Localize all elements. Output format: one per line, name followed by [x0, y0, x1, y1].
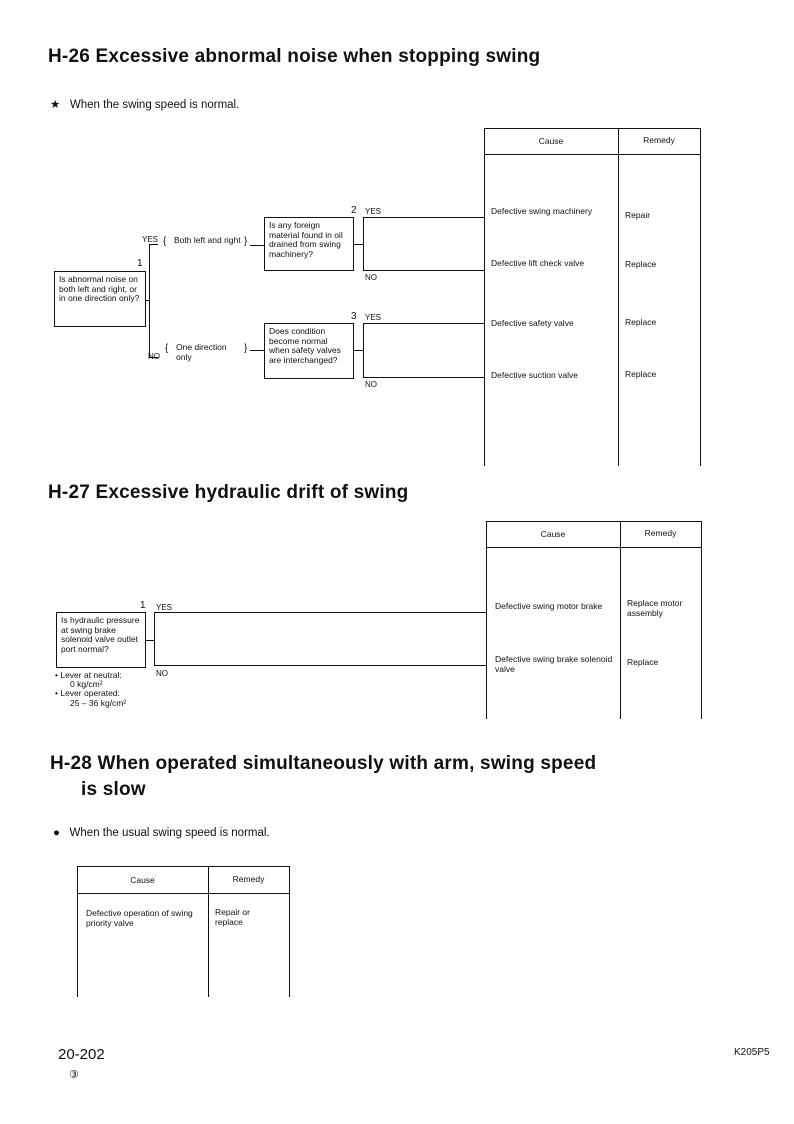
h26-remedy-4: Replace: [625, 369, 657, 379]
h26-remedy-2: Replace: [625, 259, 657, 269]
h26-cause-4: Defective suction valve: [491, 370, 578, 380]
h27-yes-line: [154, 612, 486, 613]
h27-q1-box: Is hydraulic pressure at swing brake solenoid valve outlet port normal?: [56, 612, 146, 668]
h26-q1-box: Is abnormal noise on both left and right, or in one direction only?: [54, 271, 146, 327]
revision-mark: ③: [69, 1069, 79, 1081]
h26-cause-2: Defective lift check valve: [491, 258, 585, 268]
h26-q2-number: 2: [351, 205, 357, 216]
h26-note-text: When the swing speed is normal.: [69, 99, 240, 111]
h27-title: H-27 Excessive hydraulic drift of swing: [48, 482, 409, 503]
document-code: K205P5: [734, 1047, 770, 1058]
h26-branch-one: One direction only: [176, 342, 227, 362]
h26-cause-header: Cause: [538, 136, 564, 146]
h26-q2-yes-line: [363, 217, 484, 218]
h26-q3-yes: YES: [365, 313, 382, 322]
h27-remedy-1: Replace motor assembly: [627, 598, 683, 618]
h26-q1-yes: YES: [142, 235, 159, 244]
h26-q2-box: Is any foreign material found in oil drained from swing machinery?: [264, 217, 354, 271]
h26-q3-no: NO: [365, 380, 377, 389]
page-number: 20-202: [58, 1046, 105, 1063]
h27-no: NO: [156, 669, 168, 678]
h27-remedy-2: Replace: [627, 657, 659, 667]
h28-cause-1: Defective operation of swing priority valve: [86, 908, 193, 928]
h26-q3-number: 3: [351, 311, 357, 322]
h26-q1-branch-line: [149, 244, 150, 358]
h27-no-line: [154, 665, 486, 666]
h27-remedy-header: Remedy: [644, 528, 677, 538]
star-icon: ★: [50, 99, 61, 111]
h27-cause-1: Defective swing motor brake: [495, 601, 603, 611]
h28-remedy-header: Remedy: [232, 874, 265, 884]
h28-remedy-1: Repair or replace: [215, 907, 250, 927]
h26-cause-3: Defective safety valve: [491, 318, 574, 328]
h27-spec-operated-value: 25 – 36 kg/cm²: [70, 698, 127, 708]
h27-cause-2: Defective swing brake solenoid valve: [495, 654, 613, 674]
h26-cause-1: Defective swing machinery: [491, 206, 593, 216]
h28-note: [53, 827, 270, 839]
h27-q1-number: 1: [140, 600, 146, 611]
h27-yes: YES: [156, 603, 173, 612]
h28-title-line1: H-28 When operated simultaneously with arm, swing speed: [50, 753, 597, 774]
h27-spec-operated: • Lever operated:: [55, 688, 120, 698]
h27-spec-neutral-value: 0 kg/cm²: [70, 679, 103, 689]
h26-q1-number: 1: [137, 258, 143, 269]
h26-q2-no-line: [363, 270, 484, 271]
bullet-icon: ●: [53, 827, 60, 839]
h26-q2-no: NO: [365, 273, 377, 282]
h26-title: H-26 Excessive abnormal noise when stopping swing: [48, 46, 541, 67]
h27-cause-header: Cause: [540, 529, 566, 539]
h26-q2-yes: YES: [365, 207, 382, 216]
h26-q3-no-line: [363, 377, 484, 378]
h28-title-line2: is slow: [81, 779, 146, 800]
h26-branch-both: Both left and right: [174, 235, 241, 245]
h26-remedy-3: Replace: [625, 317, 657, 327]
h27-spec-neutral: • Lever at neutral:: [55, 670, 122, 680]
h28-cause-header: Cause: [130, 875, 155, 885]
h26-q3-box: Does condition become normal when safety valves are interchanged?: [264, 323, 354, 379]
h28-note-text: When the usual swing speed is normal.: [69, 827, 270, 839]
h26-q3-yes-line: [363, 323, 484, 324]
h26-q1-no: NO: [148, 352, 160, 361]
h26-remedy-1: Repair: [625, 210, 651, 220]
h26-note: [50, 97, 239, 111]
h26-remedy-header: Remedy: [643, 135, 675, 145]
